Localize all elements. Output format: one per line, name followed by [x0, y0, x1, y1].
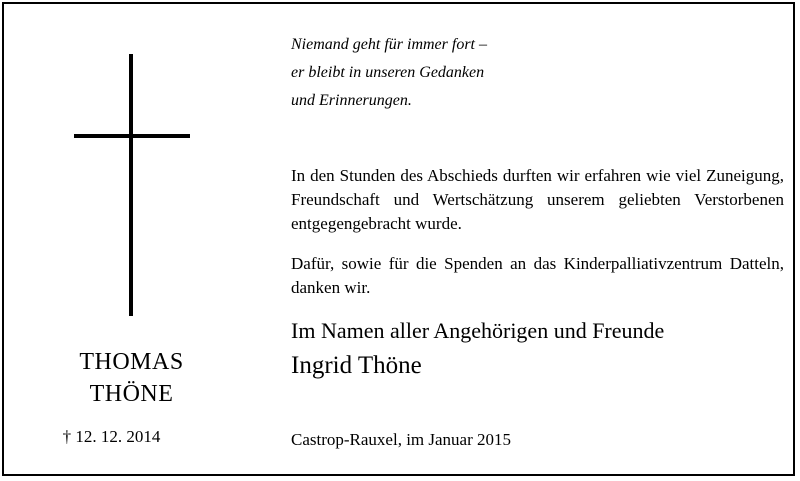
thanks-paragraph: In den Stunden des Abschieds durften wir erfahren wie viel Zuneigung, Freundschaft und Wertschätzung unserem geliebten Verstorbenen entgegengebracht wurde.	[291, 166, 784, 233]
death-date: † 12. 12. 2014	[62, 427, 161, 446]
obituary-card	[2, 2, 795, 476]
quote-line: und Erinnerungen.	[291, 92, 412, 109]
deceased-first-name: THOMAS	[79, 349, 184, 375]
quote-line: er bleibt in unseren Gedanken	[291, 64, 485, 81]
deceased-last-name: THÖNE	[89, 381, 174, 407]
signature-line: Im Namen aller Angehörigen und Freunde	[291, 318, 665, 343]
cross-icon-horizontal	[74, 134, 190, 138]
signature-name: Ingrid Thöne	[291, 352, 422, 379]
quote	[291, 31, 487, 115]
place-date: Castrop-Rauxel, im Januar 2015	[291, 430, 512, 449]
cross-icon-vertical	[129, 54, 133, 316]
quote-line: Niemand geht für immer fort –	[291, 36, 487, 53]
donation-paragraph: Dafür, sowie für die Spenden an das Kinderpalliativzentrum Datteln, danken wir.	[291, 254, 784, 297]
